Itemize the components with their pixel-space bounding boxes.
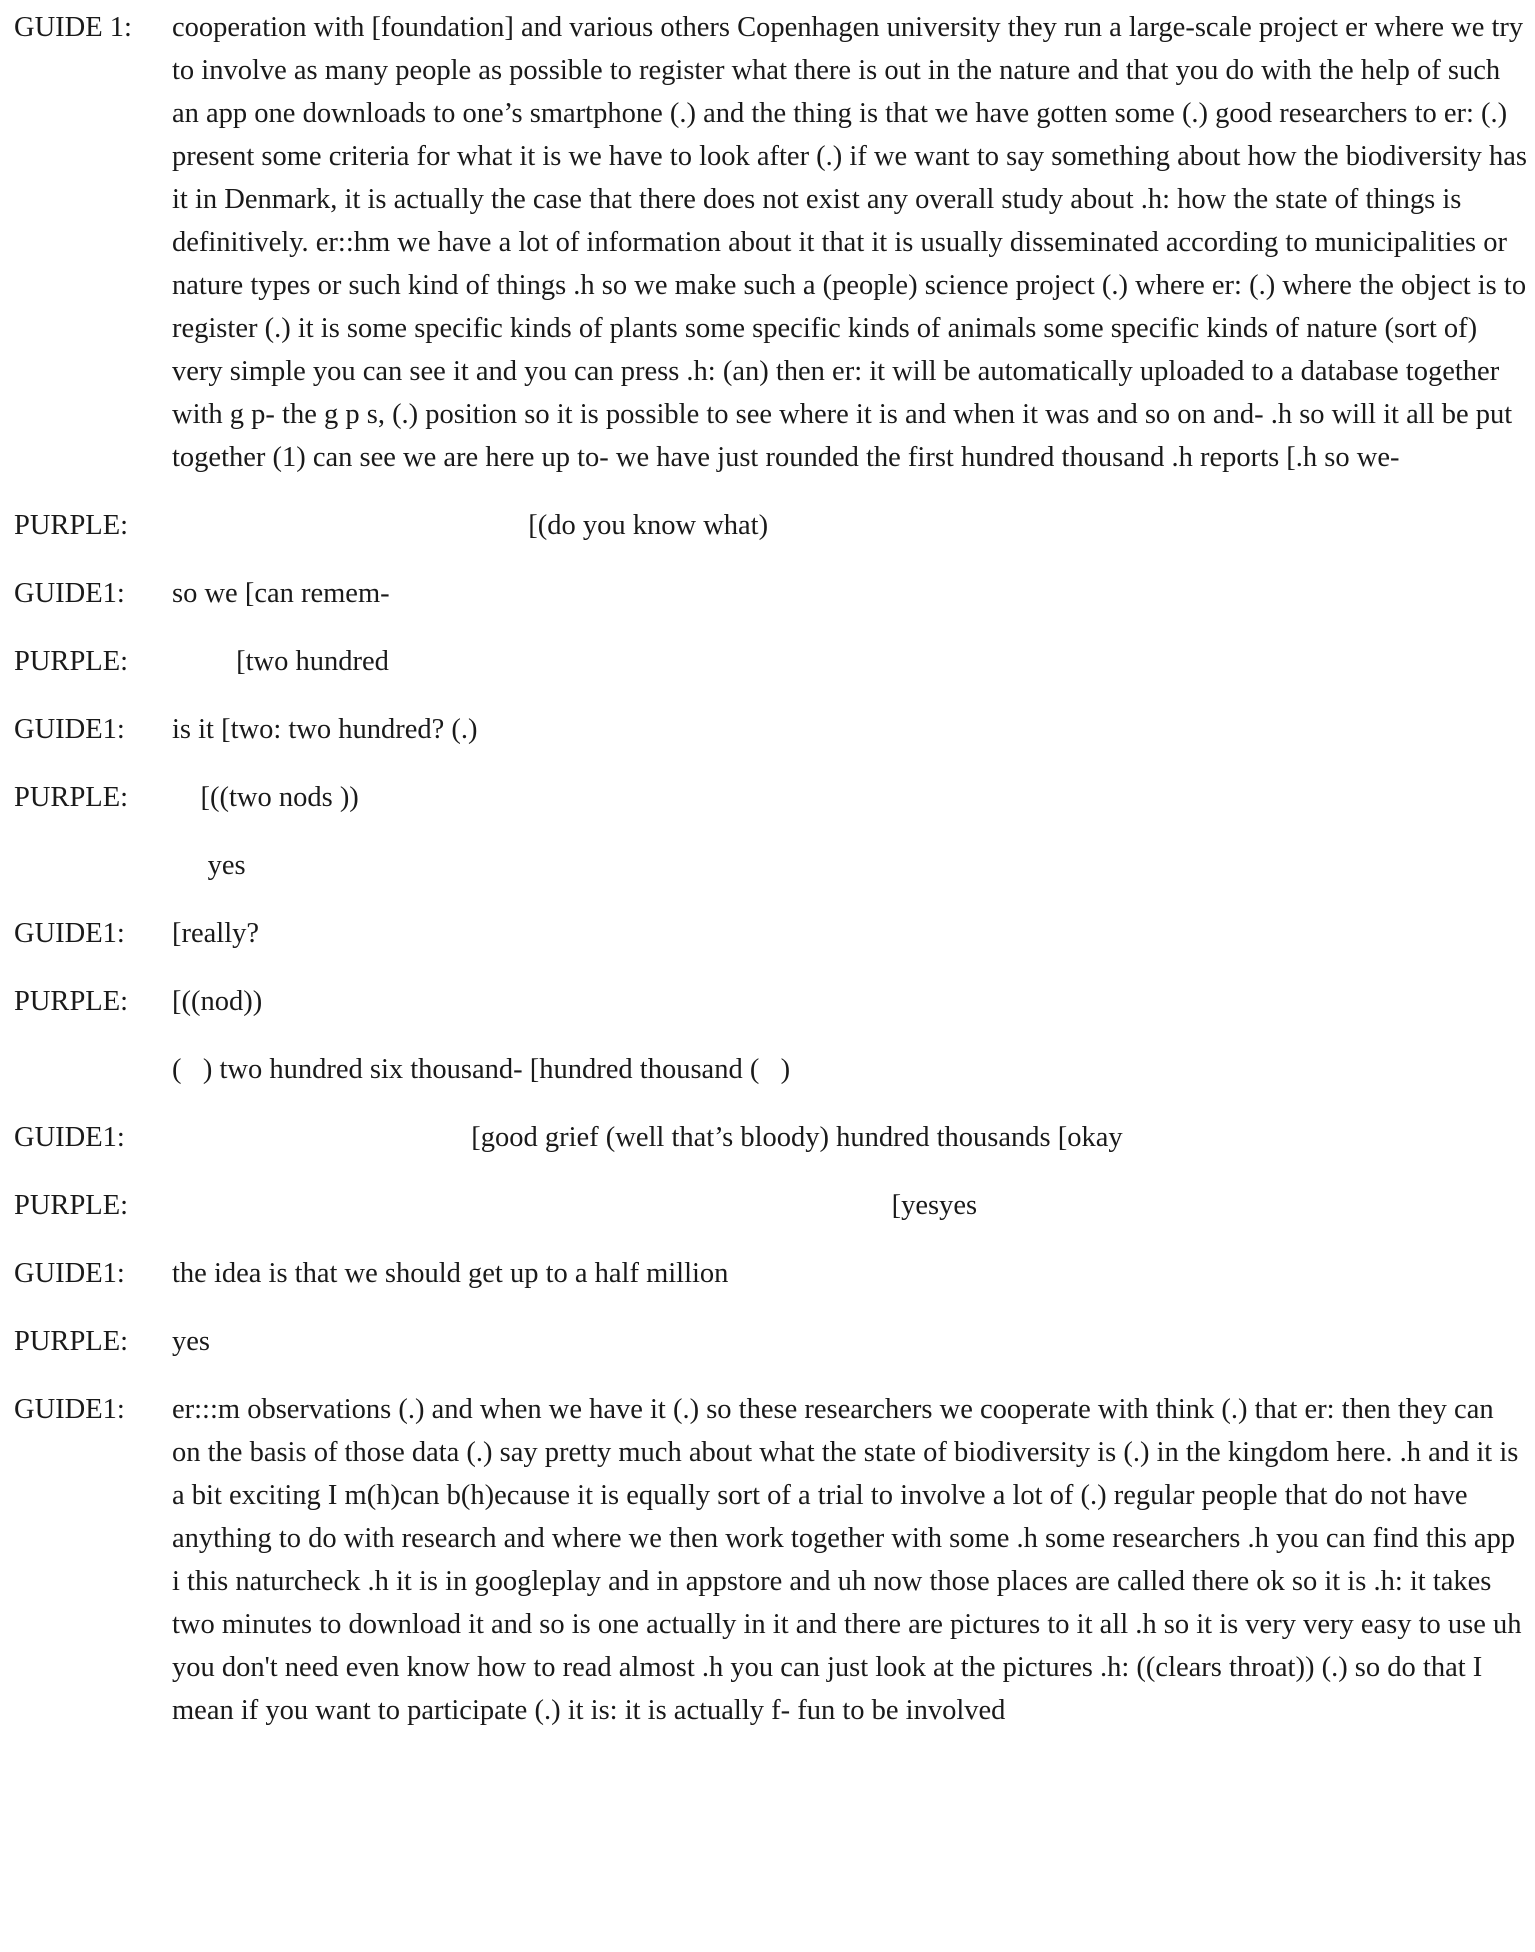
transcript-turn	[14, 1184, 1524, 1227]
utterance-text: [good grief (well that’s bloody) hundred thousands [okay	[172, 1122, 1123, 1153]
utterance-text: ( ) two hundred six thousand- [hundred thousand ( )	[172, 1054, 791, 1085]
utterance-text: the idea is that we should get up to a half million	[172, 1258, 729, 1289]
speaker-label: PURPLE:	[14, 510, 129, 541]
transcript-turn	[14, 708, 1524, 751]
transcript-turn	[14, 844, 1524, 887]
utterance-text: [two hundred	[172, 646, 389, 677]
utterance-text: [((nod))	[172, 986, 263, 1017]
speaker-label: GUIDE1:	[14, 714, 125, 745]
speaker-label: PURPLE:	[14, 1190, 129, 1221]
transcript-turn	[14, 912, 1524, 955]
transcript-turn	[14, 776, 1524, 819]
utterance-text: [(do you know what)	[172, 510, 769, 541]
speaker-label: PURPLE:	[14, 986, 129, 1017]
utterance-text: is it [two: two hundred? (.)	[172, 714, 478, 745]
speaker-label: GUIDE1:	[14, 918, 125, 949]
speaker-label: GUIDE1:	[14, 1394, 125, 1425]
transcript-turn	[14, 1252, 1524, 1295]
transcript-turn	[14, 6, 1527, 479]
utterance-text: er:::m observations (.) and when we have it (.) so these researchers we cooperate with think (.) that er: then they can on the basis of those data (.) say pretty much about what the state of biodiversity is (.) in the kingdom here. .h and it is a bit exciting I m(h)can b(h)ecause it is equally sort of a trial to involve a lot of (.) regular people that do not have anything to do with research and where we then work together with some .h some researchers .h you can find this app i this naturcheck .h it is in googleplay and in appstore and uh now those places are called there ok so it is .h: it takes two minutes to download it and so is one actually in it and there are pictures to it all .h so it is very very easy to use uh you don't need even know how to read almost .h you can just look at the pictures .h: ((clears throat)) (.) so do that I mean if you want to participate (.) it is: it is actually f- fun to be involved	[172, 1394, 1522, 1726]
utterance-text: [yesyes	[172, 1190, 978, 1221]
utterance-text: [((two nods ))	[172, 782, 359, 813]
transcript	[14, 6, 1527, 1732]
transcript-turn	[14, 980, 1524, 1023]
utterance-text: yes	[172, 1326, 210, 1357]
transcript-turn	[14, 1048, 1524, 1091]
utterance-text: [really?	[172, 918, 260, 949]
transcript-turn	[14, 1388, 1524, 1732]
transcript-turn	[14, 1320, 1524, 1363]
transcript-turn	[14, 1116, 1524, 1159]
utterance-text: cooperation with [foundation] and various others Copenhagen university they run a large-scale project er where we try to involve as many people as possible to register what there is out in the nature and that you do with the help of such an app one downloads to one’s smartphone (.) and the thing is that we have gotten some (.) good researchers to er: (.) present some criteria for what it is we have to look after (.) if we want to say something about how the biodiversity has it in Denmark, it is actually the case that there does not exist any overall study about .h: how the state of things is definitively. er::hm we have a lot of information about it that it is usually disseminated according to municipalities or nature types or such kind of things .h so we make such a (people) science project (.) where er: (.) where the object is to register (.) it is some specific kinds of plants some specific kinds of animals some specific kinds of nature (sort of) very simple you can see it and you can press .h: (an) then er: it will be automatically uploaded to a database together with g p- the g p s, (.) position so it is possible to see where it is and when it was and so on and- .h so will it all be put together (1) can see we are here up to- we have just rounded the first hundred thousand .h reports [.h so we-	[172, 12, 1527, 473]
transcript-turn	[14, 572, 1524, 615]
transcript-turn	[14, 640, 1524, 683]
transcript-turn	[14, 504, 1524, 547]
utterance-text: yes	[172, 850, 246, 881]
speaker-label: GUIDE1:	[14, 1122, 125, 1153]
utterance-text: so we [can remem-	[172, 578, 390, 609]
speaker-label: GUIDE1:	[14, 578, 125, 609]
speaker-label: GUIDE1:	[14, 1258, 125, 1289]
speaker-label: PURPLE:	[14, 646, 129, 677]
speaker-label: PURPLE:	[14, 1326, 129, 1357]
speaker-label: GUIDE 1:	[14, 12, 132, 43]
speaker-label: PURPLE:	[14, 782, 129, 813]
